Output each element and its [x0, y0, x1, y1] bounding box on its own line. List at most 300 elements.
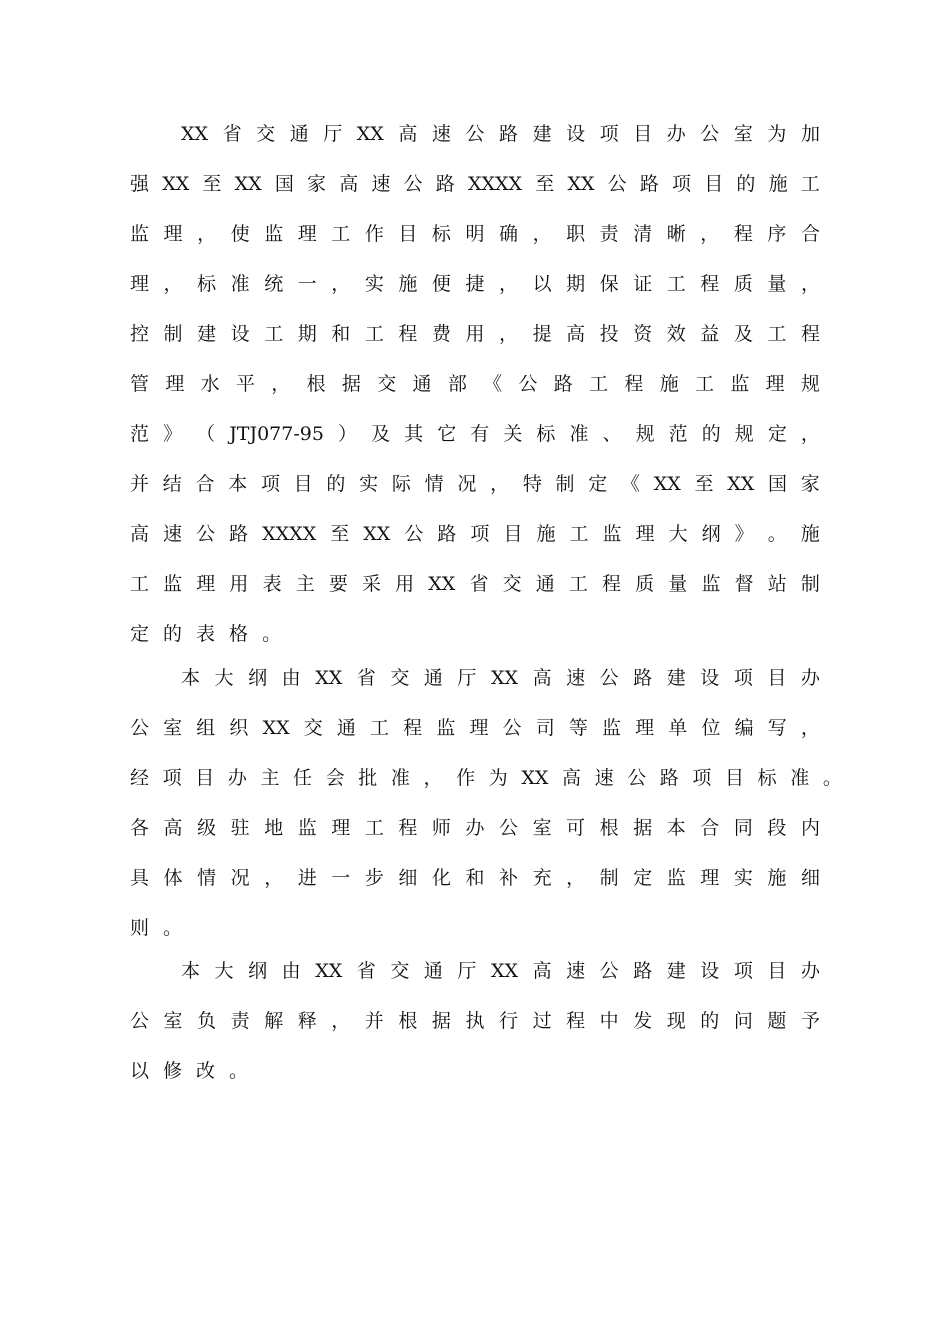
text-token: 级 [197, 817, 217, 839]
text-token: 任 [293, 767, 313, 789]
text-token: 通 [423, 667, 443, 689]
text-token: 建 [532, 123, 552, 145]
text-token: 据 [633, 817, 653, 839]
text-token: 设 [230, 323, 250, 345]
text-token: 及 [371, 423, 391, 445]
text-token: 保 [599, 273, 619, 295]
text-token: 充 [532, 867, 552, 889]
text-token: 监 [130, 223, 150, 245]
text-token: 通 [289, 123, 309, 145]
paragraph-2-line-2 [130, 712, 820, 744]
text-token: 加 [800, 123, 820, 145]
text-token: 项 [733, 960, 753, 982]
text-token: 晰 [666, 223, 686, 245]
paragraph-3-line-3 [130, 1055, 820, 1087]
paragraph-1-line-4 [130, 268, 820, 300]
text-token: 公 [499, 817, 519, 839]
paragraph-2-line-3 [130, 762, 842, 794]
text-token: 程 [566, 1010, 586, 1032]
text-token: 项 [672, 173, 692, 195]
text-token: 一 [331, 867, 351, 889]
text-token: 定 [588, 473, 608, 495]
text-token: 理 [297, 223, 317, 245]
text-token: 根 [398, 1010, 418, 1032]
text-token: 使 [230, 223, 250, 245]
text-token: 工 [767, 323, 787, 345]
text-token: 内 [800, 817, 820, 839]
paragraph-1-line-7 [130, 418, 820, 450]
text-token: 大 [214, 667, 234, 689]
paragraph-1-line-2 [130, 168, 820, 200]
text-token: 公 [130, 1010, 150, 1032]
text-token: 质 [733, 273, 753, 295]
text-token: 目 [704, 173, 724, 195]
text-token: 的 [701, 423, 721, 445]
text-token: 发 [633, 1010, 653, 1032]
text-token: 定 [633, 867, 653, 889]
text-token: 工 [264, 323, 284, 345]
text-token: ， [271, 373, 291, 395]
text-token: ， [800, 423, 820, 445]
text-token: 根 [599, 817, 619, 839]
text-token: 责 [230, 1010, 250, 1032]
text-token: 公 [502, 717, 522, 739]
text-token: ， [499, 273, 519, 295]
text-token: 室 [733, 123, 753, 145]
text-token: 有 [470, 423, 490, 445]
text-token: 工 [364, 817, 384, 839]
text-token: 的 [700, 1010, 720, 1032]
text-token: 要 [328, 573, 348, 595]
text-token: 监 [701, 573, 721, 595]
paragraph-3-line-2 [130, 1005, 820, 1037]
text-token: 会 [325, 767, 345, 789]
text-token: 交 [377, 373, 397, 395]
text-token: 实 [364, 273, 384, 295]
text-token: 期 [566, 273, 586, 295]
text-token: ， [163, 273, 183, 295]
text-token: 公 [518, 373, 538, 395]
text-token: 理 [331, 817, 351, 839]
text-token: 施 [768, 173, 788, 195]
text-token: ， [490, 473, 510, 495]
text-token: 速 [371, 173, 391, 195]
text-token: XX [490, 960, 519, 982]
text-token: XX [315, 960, 343, 982]
text-token: 予 [800, 1010, 820, 1032]
text-token: 设 [566, 123, 586, 145]
text-token: 各 [130, 817, 150, 839]
text-token: 表 [196, 623, 216, 645]
text-token: 准 [390, 767, 410, 789]
text-token: 理 [469, 717, 489, 739]
text-token: 并 [364, 1010, 384, 1032]
text-token: 办 [227, 767, 247, 789]
text-token: 工 [800, 173, 820, 195]
text-token: 至 [330, 523, 350, 545]
text-token: （ [196, 423, 216, 445]
text-token: 建 [666, 960, 686, 982]
text-token: 。 [163, 917, 183, 939]
text-token: 期 [297, 323, 317, 345]
text-token: 进 [297, 867, 317, 889]
text-token: ， [264, 867, 284, 889]
text-token: 家 [307, 173, 327, 195]
text-token: 和 [465, 867, 485, 889]
text-token: 作 [364, 223, 384, 245]
text-token: 监 [730, 373, 750, 395]
text-token: 强 [130, 173, 150, 195]
text-token: XX [363, 523, 391, 545]
text-token: 以 [532, 273, 552, 295]
text-token: 定 [767, 423, 787, 445]
text-token: 情 [197, 867, 217, 889]
text-token: 》 [163, 423, 183, 445]
text-token: 高 [566, 323, 586, 345]
text-token: 至 [202, 173, 222, 195]
text-token: 公 [196, 523, 216, 545]
text-token: 目 [633, 123, 653, 145]
text-token: 位 [701, 717, 721, 739]
text-token: 省 [356, 960, 376, 982]
text-token: 速 [566, 960, 586, 982]
text-token: 交 [390, 667, 410, 689]
paragraph-2-line-4 [130, 812, 820, 844]
text-token: 速 [594, 767, 614, 789]
text-token: 制 [599, 867, 619, 889]
text-token: 行 [499, 1010, 519, 1032]
paragraph-1-line-1 [181, 118, 820, 150]
text-token: 办 [465, 817, 485, 839]
text-token: 由 [281, 960, 301, 982]
text-token: 统 [264, 273, 284, 295]
text-token: XX [653, 473, 681, 495]
text-token: 其 [404, 423, 424, 445]
text-token: 高 [163, 817, 183, 839]
text-token: 监 [297, 817, 317, 839]
text-token: ， [423, 767, 443, 789]
text-token: 确 [499, 223, 519, 245]
text-token: 规 [800, 373, 820, 395]
text-token: 程 [800, 323, 820, 345]
text-token: 厅 [457, 960, 477, 982]
text-token: 际 [391, 473, 411, 495]
text-token: 控 [130, 323, 150, 345]
text-token: 督 [734, 573, 754, 595]
text-token: 具 [130, 867, 150, 889]
text-token: 交 [502, 573, 522, 595]
text-token: 管 [130, 373, 150, 395]
text-token: 捷 [465, 273, 485, 295]
paragraph-2-line-5 [130, 862, 820, 894]
text-token: 负 [197, 1010, 217, 1032]
text-token: 理 [165, 373, 185, 395]
text-token: 费 [431, 323, 451, 345]
text-token: 补 [499, 867, 519, 889]
text-token: 可 [566, 817, 586, 839]
text-token: 水 [200, 373, 220, 395]
text-token: 监 [264, 223, 284, 245]
text-token: XX [521, 767, 549, 789]
text-token: JTJ077-95 [229, 423, 324, 445]
text-token: 表 [262, 573, 282, 595]
text-token: 理 [765, 373, 785, 395]
text-token: 。 [767, 523, 787, 545]
text-token: 公 [404, 523, 424, 545]
text-token: 省 [356, 667, 376, 689]
text-token: 程 [733, 223, 753, 245]
text-token: 设 [700, 960, 720, 982]
text-token: 公 [599, 667, 619, 689]
text-token: 益 [700, 323, 720, 345]
text-token: 路 [553, 373, 573, 395]
text-token: 规 [734, 423, 754, 445]
text-token: 速 [566, 667, 586, 689]
text-token: 特 [522, 473, 542, 495]
text-token: 主 [295, 573, 315, 595]
text-token: 现 [666, 1010, 686, 1032]
text-token: 标 [197, 273, 217, 295]
text-token: 施 [659, 373, 679, 395]
text-token: 国 [768, 473, 788, 495]
text-token: 施 [767, 867, 787, 889]
text-token: 一 [297, 273, 317, 295]
text-token: 理 [700, 867, 720, 889]
text-token: 监 [602, 717, 622, 739]
text-token: 交 [303, 717, 323, 739]
text-token: 工 [568, 573, 588, 595]
text-token: ， [800, 717, 820, 739]
text-token: 目 [767, 960, 787, 982]
text-token: 公 [403, 173, 423, 195]
text-token: 程 [398, 323, 418, 345]
paragraph-1-line-10 [130, 568, 820, 600]
text-token: ， [331, 1010, 351, 1032]
text-token: 程 [602, 573, 622, 595]
text-token: 项 [599, 123, 619, 145]
text-token: 国 [274, 173, 294, 195]
text-token: 厅 [457, 667, 477, 689]
text-token: XX [490, 667, 519, 689]
text-token: 通 [412, 373, 432, 395]
text-token: 目 [195, 767, 215, 789]
text-token: 设 [700, 667, 720, 689]
text-token: 及 [733, 323, 753, 345]
text-token: 纲 [248, 667, 268, 689]
text-token: 部 [447, 373, 467, 395]
text-token: 》 [734, 523, 754, 545]
text-token: 由 [281, 667, 301, 689]
text-token: XX [162, 173, 190, 195]
text-token: 工 [666, 273, 686, 295]
text-token: 通 [423, 960, 443, 982]
text-token: 大 [214, 960, 234, 982]
text-token: ） [338, 423, 358, 445]
text-token: 执 [465, 1010, 485, 1032]
paragraph-1-line-8 [130, 468, 820, 500]
text-token: 速 [163, 523, 183, 545]
paragraph-1-line-3 [130, 218, 820, 250]
text-token: 题 [767, 1010, 787, 1032]
text-token: 据 [431, 1010, 451, 1032]
text-token: 用 [229, 573, 249, 595]
text-token: 路 [659, 767, 679, 789]
text-token: 室 [532, 817, 552, 839]
text-token: 理 [196, 573, 216, 595]
text-token: 路 [639, 173, 659, 195]
text-token: 明 [465, 223, 485, 245]
text-token: 细 [800, 867, 820, 889]
text-token: 程 [403, 717, 423, 739]
text-token: 标 [431, 223, 451, 245]
text-token: 站 [767, 573, 787, 595]
text-token: 合 [800, 223, 820, 245]
text-token: 编 [734, 717, 754, 739]
text-token: 路 [437, 523, 457, 545]
paragraph-1-line-5 [130, 318, 820, 350]
text-token: 纲 [701, 523, 721, 545]
text-token: XX [428, 573, 456, 595]
text-token: 至 [694, 473, 714, 495]
text-token: 并 [130, 473, 150, 495]
text-token: 为 [488, 767, 508, 789]
text-token: 纲 [248, 960, 268, 982]
text-token: 便 [431, 273, 451, 295]
text-token: 路 [435, 173, 455, 195]
text-token: 驻 [230, 817, 250, 839]
text-token: 公 [599, 960, 619, 982]
text-token: XXXX [467, 173, 523, 195]
text-token: 和 [331, 323, 351, 345]
text-token: 通 [535, 573, 555, 595]
text-token: 工 [370, 717, 390, 739]
text-token: 范 [668, 423, 688, 445]
text-token: XXXX [262, 523, 317, 545]
text-token: 公 [627, 767, 647, 789]
text-token: 解 [264, 1010, 284, 1032]
text-token: 制 [555, 473, 575, 495]
text-token: 组 [196, 717, 216, 739]
text-token: 办 [800, 960, 820, 982]
text-token: 批 [358, 767, 378, 789]
text-token: 定 [130, 623, 150, 645]
text-token: 高 [561, 767, 581, 789]
text-token: 写 [767, 717, 787, 739]
text-token: 。 [229, 1060, 249, 1082]
text-token: XX [181, 123, 209, 145]
text-token: 工 [569, 523, 589, 545]
text-token: ， [700, 223, 720, 245]
paragraph-1-line-6 [130, 368, 820, 400]
text-token: ， [532, 223, 552, 245]
text-token: 项 [692, 767, 712, 789]
text-token: ， [800, 273, 820, 295]
text-token: 。 [822, 767, 842, 789]
text-token: 监 [666, 867, 686, 889]
text-token: 省 [222, 123, 242, 145]
text-token: 用 [465, 323, 485, 345]
text-token: 情 [424, 473, 444, 495]
text-token: XX [234, 173, 262, 195]
text-token: XX [356, 123, 384, 145]
text-token: 提 [532, 323, 552, 345]
text-token: 师 [431, 817, 451, 839]
text-token: 交 [390, 960, 410, 982]
text-token: XX [315, 667, 343, 689]
text-token: 通 [336, 717, 356, 739]
paragraph-2-line-6 [130, 912, 820, 944]
text-token: 准 [790, 767, 810, 789]
text-token: XX [567, 173, 595, 195]
text-token: 司 [535, 717, 555, 739]
text-token: 程 [624, 373, 644, 395]
text-token: 项 [162, 767, 182, 789]
text-token: 公 [130, 717, 150, 739]
text-token: 理 [635, 523, 655, 545]
text-token: 则 [130, 917, 150, 939]
text-token: 况 [230, 867, 250, 889]
text-token: 程 [700, 273, 720, 295]
text-token: 路 [229, 523, 249, 545]
text-token: 序 [767, 223, 787, 245]
text-token: 建 [197, 323, 217, 345]
text-token: 证 [633, 273, 653, 295]
text-token: 建 [666, 667, 686, 689]
text-token: 本 [181, 960, 201, 982]
text-token: 室 [163, 717, 183, 739]
text-token: 目 [725, 767, 745, 789]
text-token: 监 [163, 573, 183, 595]
text-token: 厅 [323, 123, 343, 145]
text-token: 监 [436, 717, 456, 739]
paragraph-1-line-11 [130, 618, 820, 650]
text-token: 目 [398, 223, 418, 245]
text-token: 修 [163, 1060, 183, 1082]
text-token: 目 [293, 473, 313, 495]
text-token: 细 [398, 867, 418, 889]
text-token: 本 [228, 473, 248, 495]
text-token: 程 [398, 817, 418, 839]
text-token: 工 [695, 373, 715, 395]
text-token: 质 [635, 573, 655, 595]
text-token: 经 [130, 767, 150, 789]
text-token: 以 [130, 1060, 150, 1082]
text-token: ， [331, 273, 351, 295]
text-token: XX [727, 473, 755, 495]
text-token: 施 [398, 273, 418, 295]
text-token: 办 [800, 667, 820, 689]
text-token: 办 [666, 123, 686, 145]
text-token: 实 [733, 867, 753, 889]
text-token: 工 [364, 323, 384, 345]
paragraph-3-line-1 [181, 955, 820, 987]
text-token: 范 [130, 423, 150, 445]
text-token: 室 [163, 1010, 183, 1032]
text-token: 工 [331, 223, 351, 245]
text-token: 格 [229, 623, 249, 645]
text-token: 的 [326, 473, 346, 495]
text-token: 《 [621, 473, 641, 495]
text-token: 交 [256, 123, 276, 145]
text-token: 目 [767, 667, 787, 689]
text-token: 路 [499, 123, 519, 145]
text-token: 用 [395, 573, 415, 595]
text-token: 、 [602, 423, 622, 445]
paragraph-1-line-9 [130, 518, 820, 550]
text-token: 规 [635, 423, 655, 445]
text-token: 资 [633, 323, 653, 345]
text-token: 理 [130, 273, 150, 295]
